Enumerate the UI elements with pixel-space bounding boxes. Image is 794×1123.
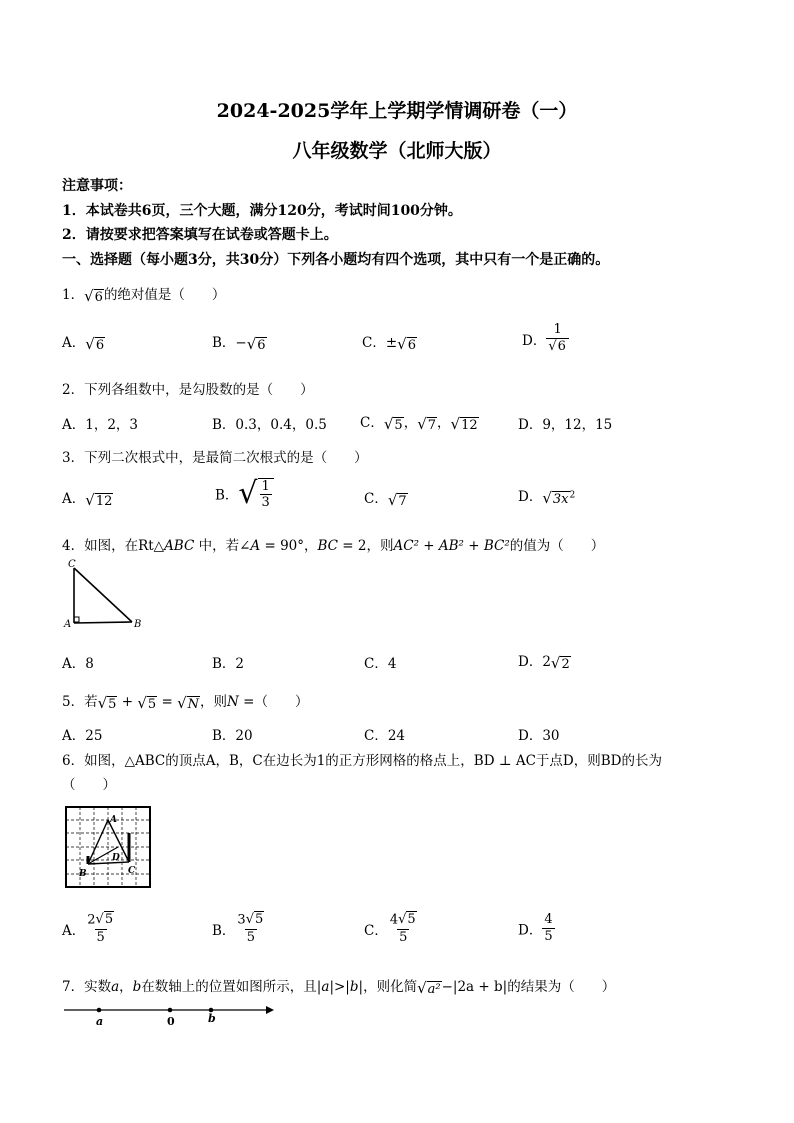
q7-point-zero xyxy=(168,1008,173,1013)
q3-option-c[interactable]: C．√7 xyxy=(364,490,407,509)
q3-option-d[interactable]: D．$√3x^2$ xyxy=(518,488,576,507)
q7-point-a xyxy=(97,1008,102,1013)
question-1 xyxy=(62,283,225,305)
q6-option-a[interactable]: A． $\frac{2√5}{5}$ xyxy=(62,912,114,945)
q1-stem: 的绝对值是（ ） xyxy=(103,287,226,303)
exam-subtitle: 八年级数学（北师大版） xyxy=(292,140,502,162)
q6-option-b[interactable]: B． $\frac{3√5}{5}$ xyxy=(212,912,264,945)
q5-option-c[interactable]: C．24 xyxy=(364,728,406,744)
question-6-line-1: 6．如图，△ABC的顶点A，B，C在边长为1的正方形网格的格点上，BD ⊥ AC于点D，则BD的长为 xyxy=(62,753,662,769)
q1-radical: √6 xyxy=(84,286,103,305)
q1-option-b[interactable]: B．−√6 xyxy=(212,334,266,353)
q2-option-a[interactable]: A．1，2，3 xyxy=(62,417,139,433)
q4-side-cb xyxy=(74,568,132,622)
section-heading: 一、选择题（每小题3分，共30分）下列各小题均有四个选项，其中只有一个是正确的。 xyxy=(62,252,610,268)
question-7: 7．实数a，b在数轴上的位置如图所示，且|a|>|b|，则化简√a²−|2a + b|的结果为（ ） xyxy=(62,978,616,997)
q4-option-d[interactable]: D．2√2 xyxy=(518,653,570,672)
question-2: 2．下列各组数中，是勾股数的是（ ） xyxy=(62,382,314,398)
q4-label-a: A xyxy=(64,619,72,630)
q6-label-c: C xyxy=(128,866,136,876)
q5-option-b[interactable]: B．20 xyxy=(212,728,253,744)
q6-grid-figure xyxy=(62,804,154,890)
note-item-1: 1．本试卷共6页，三个大题，满分120分，考试时间100分钟。 xyxy=(62,203,462,219)
q3-option-b[interactable]: B．√ $\frac{1}{3}$ xyxy=(215,476,274,511)
q1-option-d[interactable]: D． $\frac{1}{√6}$ xyxy=(522,322,569,356)
q4-option-b[interactable]: B．2 xyxy=(212,656,245,672)
q6-option-c[interactable]: C． $\frac{4√5}{5}$ xyxy=(364,912,416,945)
question-4: 4．如图，在Rt△ABC 中，若∠A = 90°，BC = 2，则AC² + AB² + BC²的值为（ ） xyxy=(62,538,605,554)
q4-label-c: C xyxy=(68,559,76,570)
q1-option-c[interactable]: C．±√6 xyxy=(362,334,416,353)
q7-label-b: b xyxy=(208,1012,216,1025)
q6-side-ab xyxy=(88,820,108,864)
q4-triangle-figure xyxy=(62,556,152,632)
q3-option-a[interactable]: A．√12 xyxy=(62,490,113,509)
q7-number-line xyxy=(62,1000,282,1034)
q4-option-a[interactable]: A．8 xyxy=(62,656,94,672)
q2-option-d[interactable]: D．9，12，15 xyxy=(518,417,613,433)
exam-title: 2024-2025学年上学期学情调研卷（一） xyxy=(216,100,578,122)
note-item-2: 2．请按要求把答案填写在试卷或答题卡上。 xyxy=(62,227,338,243)
notes-heading: 注意事项： xyxy=(62,178,132,194)
q2-option-c[interactable]: C．√5，√7，√12 xyxy=(360,414,478,433)
q7-label-a: a xyxy=(96,1015,104,1028)
q6-label-d: D xyxy=(112,853,120,863)
q1-number: 1． xyxy=(62,287,85,303)
q4-label-b: B xyxy=(134,619,142,630)
question-3: 3．下列二次根式中，是最简二次根式的是（ ） xyxy=(62,450,368,466)
q4-side-ab xyxy=(74,622,132,623)
q5-option-a[interactable]: A．25 xyxy=(62,728,103,744)
question-5: 5．若√5 + √5 = √N，则N =（ ） xyxy=(62,693,309,712)
q6-option-d[interactable]: D． $\frac{4}{5}$ xyxy=(518,912,553,944)
q7-label-zero: 0 xyxy=(167,1015,175,1028)
q6-label-b: B xyxy=(79,869,87,879)
q2-option-b[interactable]: B．0.3，0.4，0.5 xyxy=(212,417,327,433)
q4-option-c[interactable]: C．4 xyxy=(364,656,397,672)
q5-option-d[interactable]: D．30 xyxy=(518,728,560,744)
q6-label-a: A xyxy=(110,815,117,825)
question-6-line-2: （ ） xyxy=(62,777,116,793)
q1-option-a[interactable]: A．√6 xyxy=(62,334,105,353)
q7-axis-arrow xyxy=(266,1006,274,1014)
